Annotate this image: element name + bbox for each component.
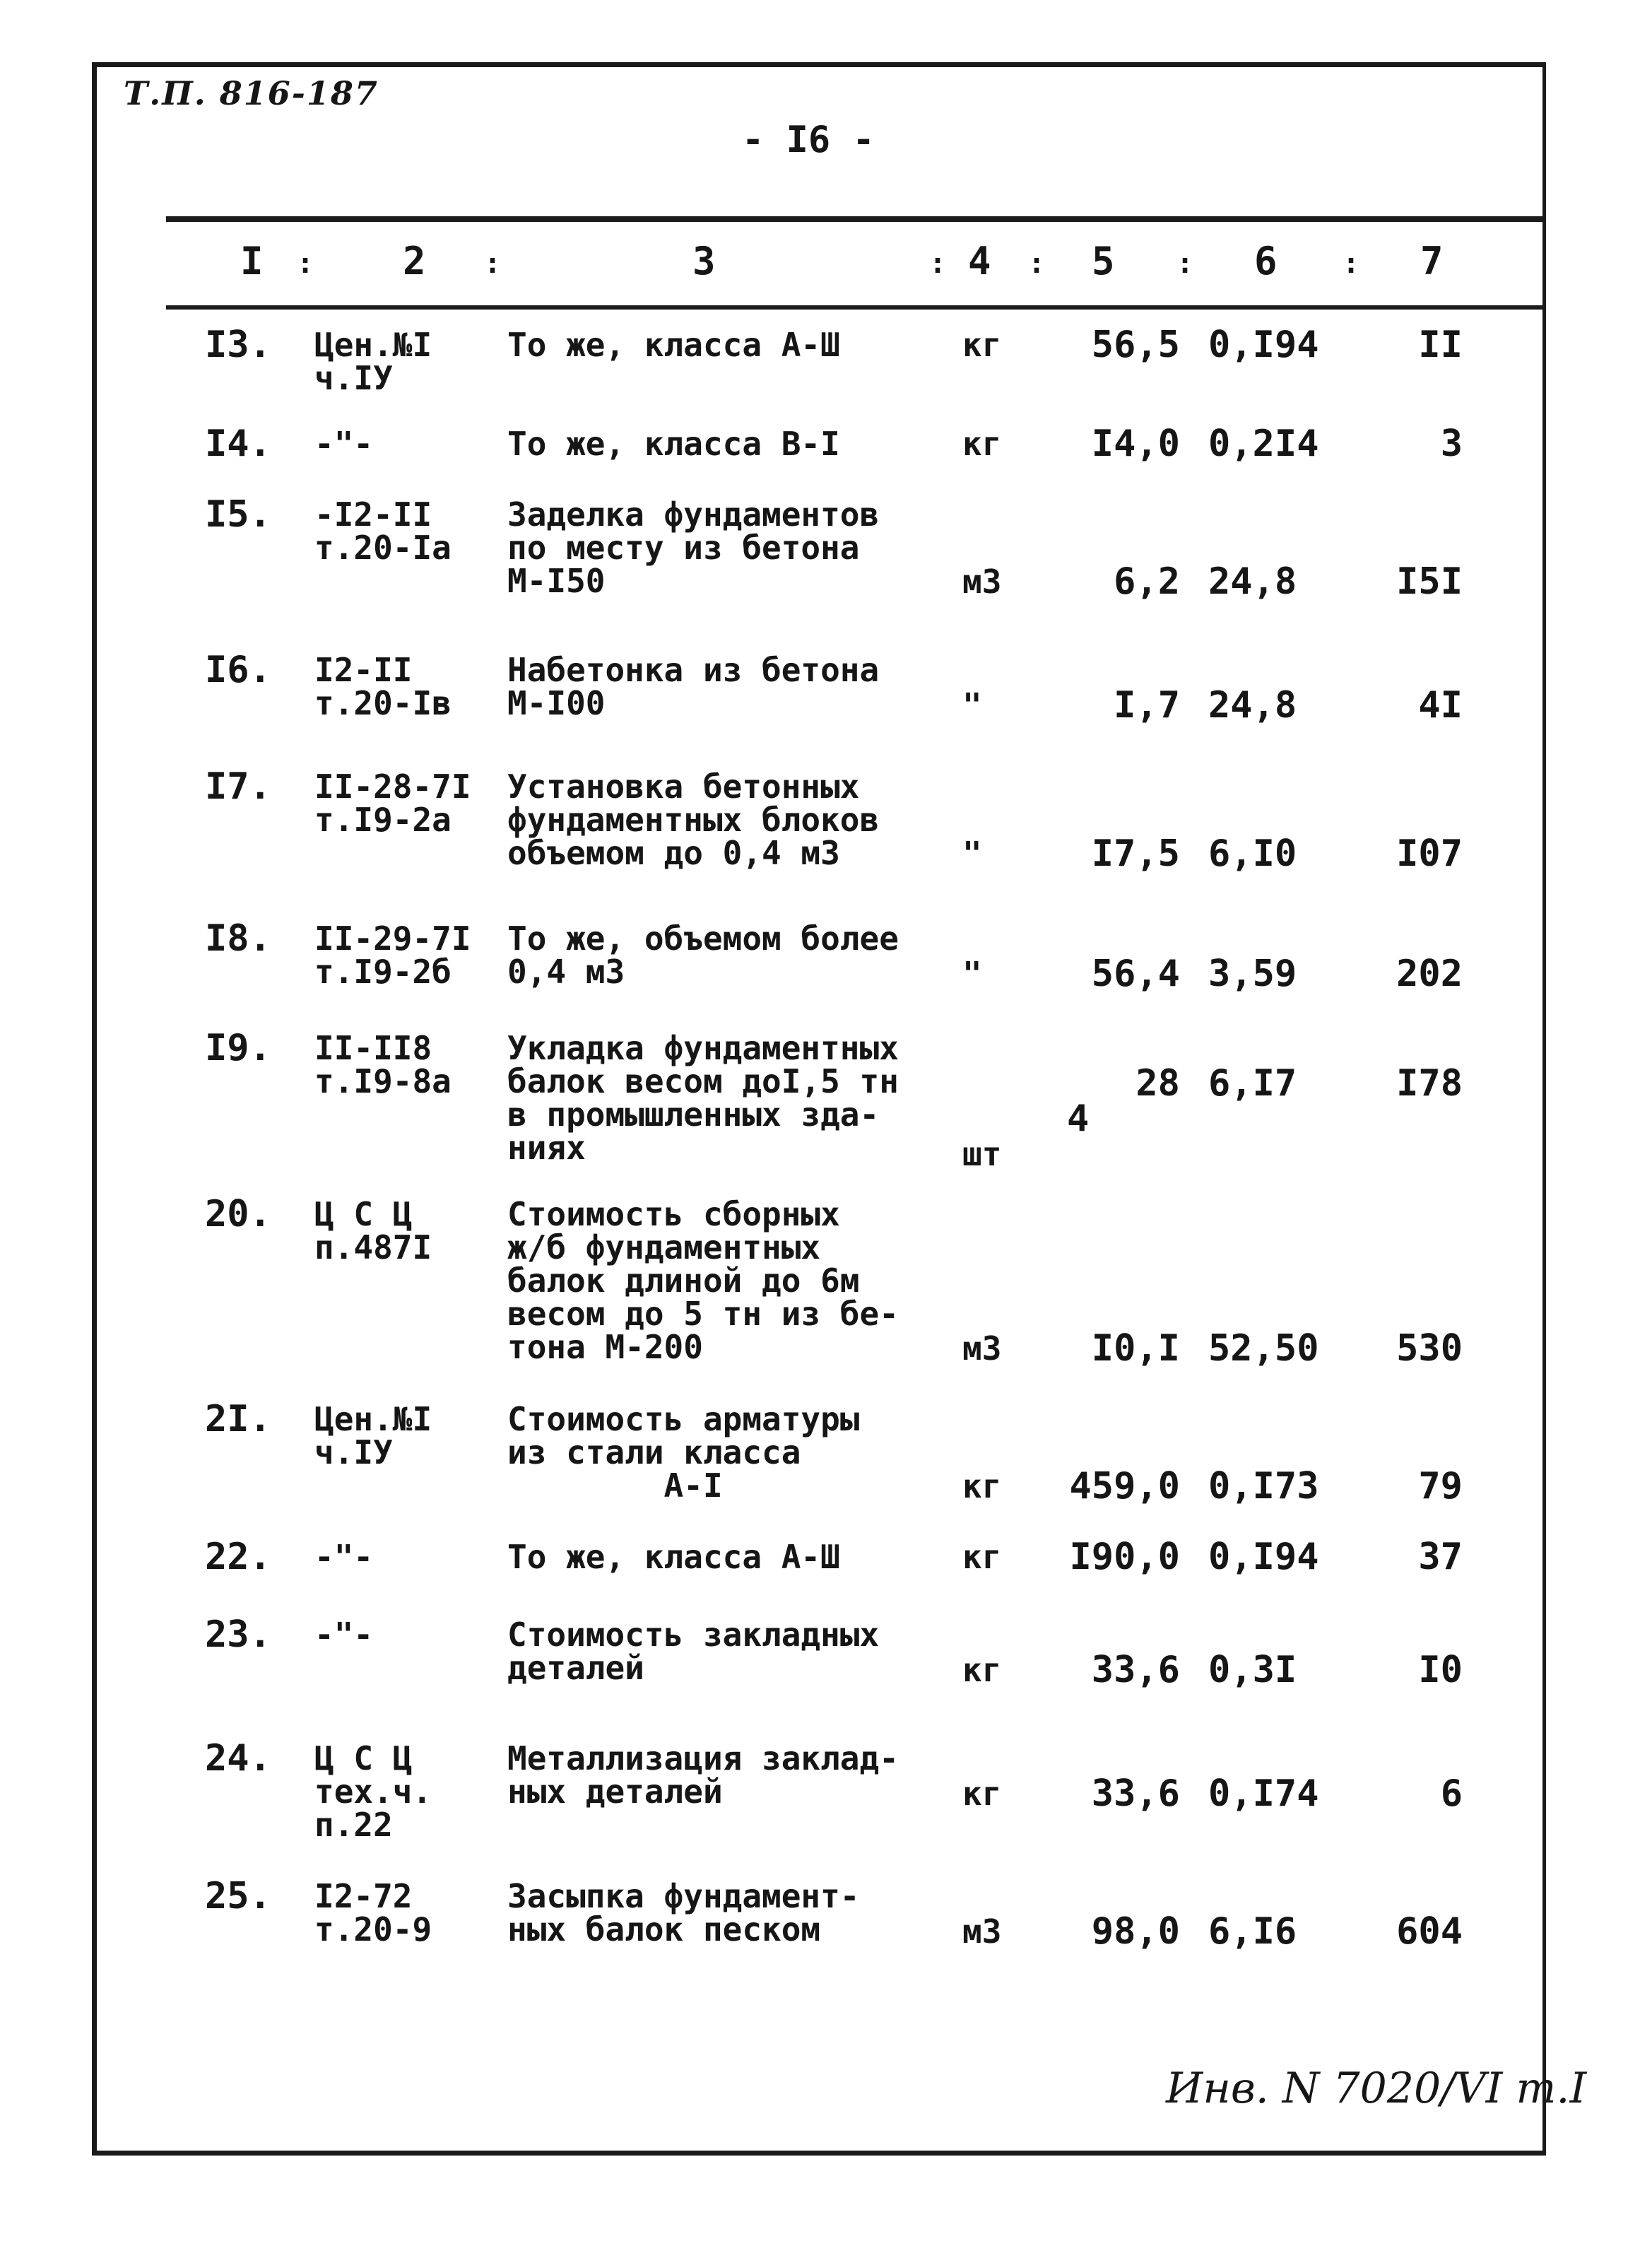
row-quantity: 6,2: [1114, 560, 1180, 603]
row-description: Установка бетонных фундаментных блоков объемом до 0,4 м3: [507, 768, 880, 872]
col-separator: :: [1176, 247, 1194, 280]
row-unit: м3: [962, 563, 1002, 601]
row-cost: 530: [1396, 1327, 1463, 1370]
row-reference: II-II8 т.I9-8а: [314, 1029, 452, 1100]
doc-code: Т.П. 816-187: [124, 74, 379, 112]
row-description: Стоимость арматуры из стали класса А-I: [507, 1400, 860, 1505]
row-reference: II-28-7I т.I9-2а: [314, 768, 471, 839]
row-reference: I2-II т.20-Iв: [314, 651, 452, 722]
row-quantity: 28: [1135, 1062, 1180, 1105]
row-reference: -"-: [314, 425, 374, 463]
row-number: I6.: [205, 649, 271, 691]
row-description: То же, класса А-Ш: [507, 1538, 840, 1576]
row-cost: 79: [1418, 1465, 1463, 1507]
row-price: 0,I74: [1208, 1772, 1319, 1815]
row-number: 2I.: [205, 1398, 271, 1440]
row-description: То же, объемом более 0,4 м3: [507, 919, 899, 991]
row-quantity: I7,5: [1091, 833, 1180, 875]
row-unit: кг: [962, 1538, 1002, 1576]
page-number: - I6 -: [742, 119, 875, 161]
row-number: I4.: [205, 423, 271, 465]
col-header-5: 5: [1092, 239, 1115, 283]
row-unit: ": [962, 835, 982, 873]
col-header-3: 3: [692, 239, 716, 283]
row-price: 52,50: [1208, 1327, 1319, 1370]
row-description: То же, класса В-I: [507, 425, 840, 463]
row-quantity: 459,0: [1069, 1465, 1180, 1507]
row-number: I8.: [205, 917, 271, 960]
row-quantity: 56,5: [1091, 324, 1180, 366]
row-price: 0,2I4: [1208, 423, 1319, 465]
row-reference: Цен.№I ч.IУ: [314, 1400, 432, 1471]
row-description: Металлизация заклад- ных деталей: [507, 1739, 899, 1811]
row-cost: 604: [1396, 1910, 1463, 1953]
row-price: 6,I7: [1208, 1062, 1297, 1105]
row-number: 25.: [205, 1875, 271, 1917]
row-reference: -"-: [314, 1538, 374, 1576]
row-price: 24,8: [1208, 684, 1297, 727]
header-rule-bottom: [166, 305, 1544, 310]
row-price: 6,I6: [1208, 1910, 1297, 1953]
col-separator: :: [297, 247, 314, 280]
row-description: Засыпка фундамент- ных балок песком: [507, 1877, 860, 1948]
col-separator: :: [1343, 247, 1360, 280]
row-cost: 37: [1418, 1536, 1463, 1578]
row-quantity: 98,0: [1091, 1910, 1180, 1953]
row-description: Укладка фундаментных балок весом доI,5 тн в промышленных зда- ниях: [507, 1029, 899, 1167]
row-number: I3.: [205, 324, 271, 366]
row-unit: ": [962, 955, 982, 993]
row-reference: II-29-7I т.I9-2б: [314, 919, 471, 991]
row-number: I9.: [205, 1027, 271, 1069]
row-number: I5.: [205, 493, 271, 536]
col-separator: :: [1028, 247, 1046, 280]
row-quantity: 33,6: [1091, 1772, 1180, 1815]
row-reference: -"-: [314, 1616, 374, 1654]
row-cost: I78: [1396, 1062, 1463, 1105]
row-number: 22.: [205, 1536, 271, 1578]
row-number: 20.: [205, 1193, 271, 1235]
row-unit: кг: [962, 425, 1002, 463]
col-header-1: I: [240, 239, 264, 283]
row-cost: 3: [1440, 423, 1463, 465]
row-quantity: I90,0: [1069, 1536, 1180, 1578]
row-price: 0,I94: [1208, 1536, 1319, 1578]
row-description: Заделка фундаментов по месту из бетона М-I50: [507, 495, 880, 600]
row-description: Набетонка из бетона М-I00: [507, 651, 880, 722]
row-unit: кг: [962, 1651, 1002, 1689]
col-separator: :: [484, 247, 502, 280]
row-number: 23.: [205, 1613, 271, 1656]
row-number: I7.: [205, 765, 271, 808]
row-cost: II: [1418, 324, 1463, 366]
col-separator: :: [929, 247, 947, 280]
inventory-signature: Инв. N 7020/VI т.I: [1166, 2064, 1587, 2113]
row-quantity: 33,6: [1091, 1649, 1180, 1691]
row-unit: кг: [962, 326, 1002, 364]
row-description: Стоимость сборных ж/б фундаментных балок длиной до 6м весом до 5 тн из бе- тона М-200: [507, 1195, 899, 1366]
row-cost: I07: [1396, 833, 1463, 875]
row-number: 24.: [205, 1737, 271, 1780]
row-price: 6,I0: [1208, 833, 1297, 875]
row-description: Стоимость закладных деталей: [507, 1616, 880, 1687]
row-price: 0,I94: [1208, 324, 1319, 366]
row-quantity: I0,I: [1091, 1327, 1180, 1370]
row-unit: кг: [962, 1775, 1002, 1813]
col-header-4: 4: [968, 239, 991, 283]
row-quantity-extra: 4: [1067, 1098, 1090, 1140]
row-description: То же, класса А-Ш: [507, 326, 840, 364]
row-reference: -I2-II т.20-Iа: [314, 495, 452, 567]
row-reference: I2-72 т.20-9: [314, 1877, 432, 1948]
row-reference: Ц С Ц п.487I: [314, 1195, 432, 1266]
row-price: 0,3I: [1208, 1649, 1297, 1691]
row-unit: шт: [962, 1135, 1002, 1173]
row-price: 3,59: [1208, 953, 1297, 995]
row-unit: ": [962, 686, 982, 724]
row-price: 0,I73: [1208, 1465, 1319, 1507]
row-reference: Цен.№I ч.IУ: [314, 326, 432, 397]
row-reference: Ц С Ц тех.ч. п.22: [314, 1739, 432, 1844]
header-rule-top: [166, 216, 1544, 222]
row-quantity: I,7: [1114, 684, 1180, 727]
col-header-6: 6: [1254, 239, 1278, 283]
row-cost: I0: [1418, 1649, 1463, 1691]
row-cost: 6: [1440, 1772, 1463, 1815]
row-cost: 4I: [1418, 684, 1463, 727]
row-unit: м3: [962, 1912, 1002, 1951]
row-cost: 202: [1396, 953, 1463, 995]
row-price: 24,8: [1208, 560, 1297, 603]
row-quantity: I4,0: [1091, 423, 1180, 465]
row-cost: I5I: [1396, 560, 1463, 603]
col-header-2: 2: [403, 239, 426, 283]
row-quantity: 56,4: [1091, 953, 1180, 995]
col-header-7: 7: [1420, 239, 1444, 283]
row-unit: м3: [962, 1329, 1002, 1368]
row-unit: кг: [962, 1467, 1002, 1505]
